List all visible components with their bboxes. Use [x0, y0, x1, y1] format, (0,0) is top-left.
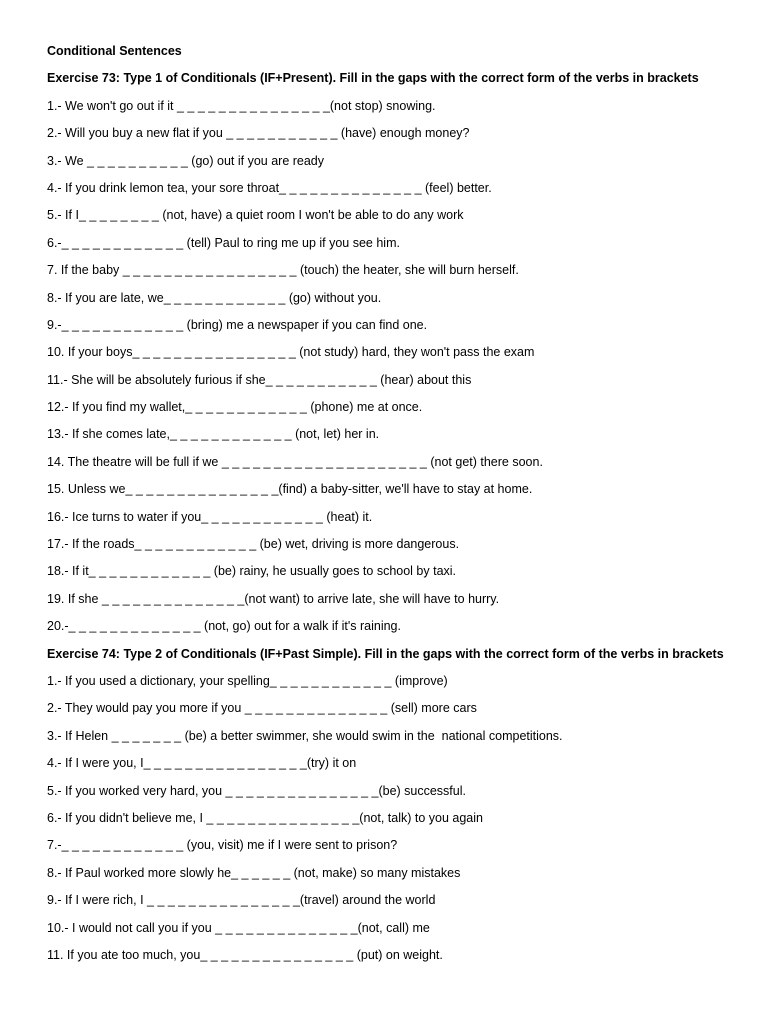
exercise-item: 16.- Ice turns to water if you_ _ _ _ _ _ _ _ _ _ _ _ (heat) it.: [47, 509, 373, 524]
exercise-item: 7. If the baby _ _ _ _ _ _ _ _ _ _ _ _ _ _ _ _ _ (touch) the heater, she will burn herself.: [47, 263, 519, 278]
exercise-item: 8.- If Paul worked more slowly he_ _ _ _ _ _ (not, make) so many mistakes: [47, 865, 461, 880]
document-page: [47, 38, 748, 969]
exercise-item: 1.- We won't go out if it _ _ _ _ _ _ _ _ _ _ _ _ _ _ _(not stop) snowing.: [47, 98, 436, 113]
exercise-item: 6.- If you didn't believe me, I _ _ _ _ _ _ _ _ _ _ _ _ _ _ _(not, talk) to you again: [47, 810, 483, 825]
exercise-item: 20.-_ _ _ _ _ _ _ _ _ _ _ _ _ (not, go) out for a walk if it's raining.: [47, 619, 401, 634]
exercise-item: 6.-_ _ _ _ _ _ _ _ _ _ _ _ (tell) Paul to ring me up if you see him.: [47, 235, 400, 250]
exercise-item: 15. Unless we_ _ _ _ _ _ _ _ _ _ _ _ _ _ _(find) a baby-sitter, we'll have to stay at home.: [47, 482, 533, 497]
exercise-item: 10.- I would not call you if you _ _ _ _ _ _ _ _ _ _ _ _ _ _(not, call) me: [47, 920, 430, 935]
exercise-74-heading: Exercise 74: Type 2 of Conditionals (IF+Past Simple). Fill in the gaps with the correct form of the verbs in brackets: [47, 646, 724, 661]
exercise-item: 18.- If it_ _ _ _ _ _ _ _ _ _ _ _ (be) rainy, he usually goes to school by taxi.: [47, 564, 457, 579]
exercise-item: 3.- If Helen _ _ _ _ _ _ _ (be) a better swimmer, she would swim in the national competitions.: [47, 728, 563, 743]
exercise-item: 9.-_ _ _ _ _ _ _ _ _ _ _ _ (bring) me a newspaper if you can find one.: [47, 317, 428, 332]
exercise-item: 3.- We _ _ _ _ _ _ _ _ _ _ (go) out if you are ready: [47, 153, 325, 168]
exercise-item: 17.- If the roads_ _ _ _ _ _ _ _ _ _ _ _ (be) wet, driving is more dangerous.: [47, 537, 460, 552]
exercise-item: 9.- If I were rich, I _ _ _ _ _ _ _ _ _ _ _ _ _ _ _(travel) around the world: [47, 893, 436, 908]
exercise-item: 8.- If you are late, we_ _ _ _ _ _ _ _ _ _ _ _ (go) without you.: [47, 290, 382, 305]
exercise-item: 7.-_ _ _ _ _ _ _ _ _ _ _ _ (you, visit) me if I were sent to prison?: [47, 838, 398, 853]
exercise-item: 5.- If you worked very hard, you _ _ _ _ _ _ _ _ _ _ _ _ _ _ _(be) successful.: [47, 783, 466, 798]
exercise-item: 14. The theatre will be full if we _ _ _ _ _ _ _ _ _ _ _ _ _ _ _ _ _ _ _ _ (not get) there soon.: [47, 454, 543, 469]
exercise-item: 1.- If you used a dictionary, your spelling_ _ _ _ _ _ _ _ _ _ _ _ (improve): [47, 673, 448, 688]
exercise-73-heading: Exercise 73: Type 1 of Conditionals (IF+Present). Fill in the gaps with the correct form of the verbs in brackets: [47, 71, 699, 86]
exercise-item: 19. If she _ _ _ _ _ _ _ _ _ _ _ _ _ _(not want) to arrive late, she will have to hurry.: [47, 591, 500, 606]
exercise-item: 13.- If she comes late,_ _ _ _ _ _ _ _ _ _ _ _ (not, let) her in.: [47, 427, 380, 442]
exercise-item: 5.- If I_ _ _ _ _ _ _ _ (not, have) a quiet room I won't be able to do any work: [47, 208, 464, 223]
exercise-item: 4.- If you drink lemon tea, your sore throat_ _ _ _ _ _ _ _ _ _ _ _ _ _ (feel) better.: [47, 180, 492, 195]
exercise-item: 4.- If I were you, I_ _ _ _ _ _ _ _ _ _ _ _ _ _ _ _(try) it on: [47, 756, 357, 771]
exercise-item: 11. If you ate too much, you_ _ _ _ _ _ _ _ _ _ _ _ _ _ _ (put) on weight.: [47, 947, 443, 962]
exercise-item: 2.- Will you buy a new flat if you _ _ _ _ _ _ _ _ _ _ _ (have) enough money?: [47, 126, 470, 141]
exercise-item: 2.- They would pay you more if you _ _ _ _ _ _ _ _ _ _ _ _ _ _ (sell) more cars: [47, 701, 477, 716]
exercise-73-list: [47, 93, 748, 641]
exercise-item: 12.- If you find my wallet,_ _ _ _ _ _ _ _ _ _ _ _ (phone) me at once.: [47, 400, 423, 415]
exercise-item: 11.- She will be absolutely furious if she_ _ _ _ _ _ _ _ _ _ _ (hear) about this: [47, 372, 472, 387]
exercise-item: 10. If your boys_ _ _ _ _ _ _ _ _ _ _ _ _ _ _ _ (not study) hard, they won't pass the exam: [47, 345, 535, 360]
document-title: Conditional Sentences: [47, 44, 182, 58]
exercise-74-list: [47, 668, 748, 969]
